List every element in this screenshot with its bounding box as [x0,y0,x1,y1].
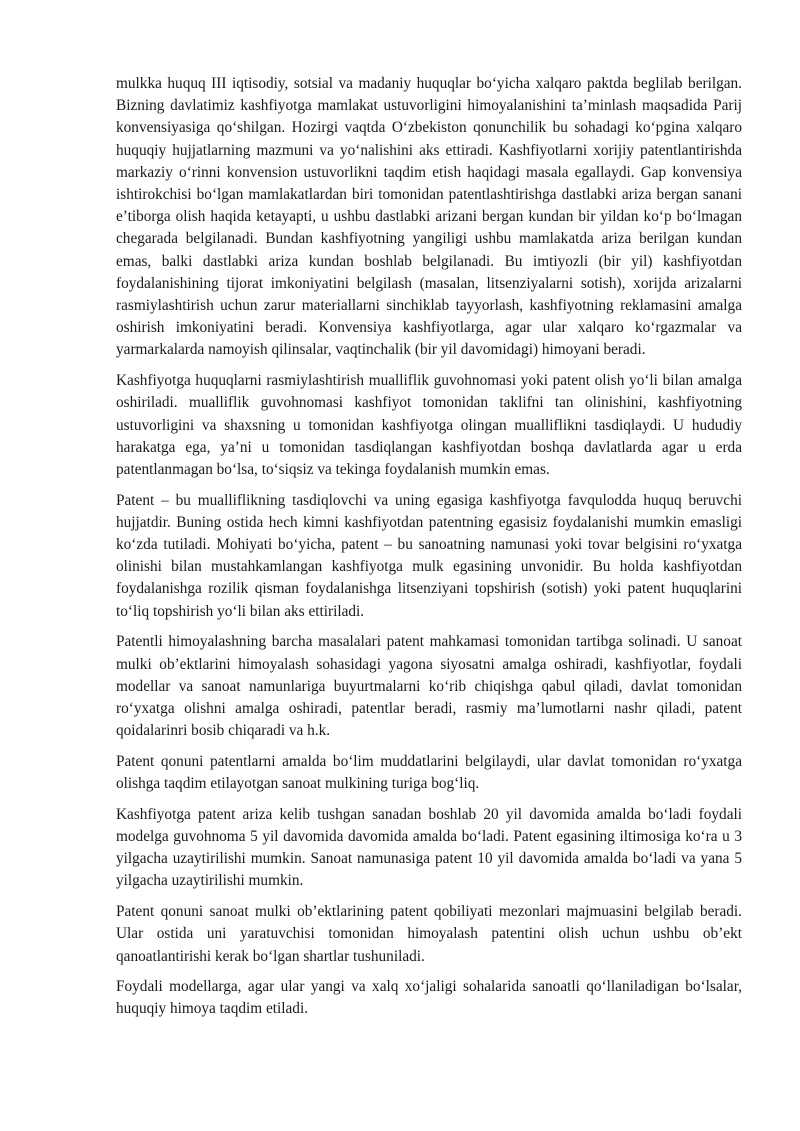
paragraph-4: Patentli himoyalashning barcha masalalari patent mahkamasi tomonidan tartibga solinadi. U sanoat mulki ob’ektlarini himoyalash sohasidagi yagona siyosatni amalga oshiradi, kashfiyotlar, foydali modellar va sanoat namunlariga buyurtmalarni ko‘rib chiqishga qabul qiladi, davlat tomonidan ro‘yxatga olishni amalga oshiradi, patentlar beradi, rasmiy ma’lumotlarni nashr qiladi, patent qoidalarinri bosib chiqaradi va h.k. [116,633,742,740]
paragraph-1: mulkka huquq III iqtisodiy, sotsial va madaniy huquqlar bo‘yicha xalqaro paktda beglilab berilgan. Bizning davlatimiz kashfiyotga mamlakat ustuvorligini himoyalanishini ta’minlash maqsadida Parij konvensiyasiga qo‘shilgan. Hozirgi vaqtda O‘zbekiston qonunchilik bu sohadagi ko‘pgina xalqaro huquqiy hujjatlarning mazmuni va yo‘nalishini aks ettiradi. Kashfiyotlarni xorijiy patentlantirishda markaziy o‘rinni konvension ustuvorlikni taqdim etish haqidagi masala egallaydi. Gap konvensiya ishtirokchisi bo‘lgan mamlakatlardan biri tomonidan patentlashtirishga dastlabki ariza bergan sanani e’tiborga olish haqida ketayapti, u ushbu dastlabki arizani bergan kundan bir yildan ko‘p bo‘lmagan chegarada belgilanadi. Bundan kashfiyotning yangiligi ushbu mamlakatda ariza berilgan kundan emas, balki dastlabki ariza kundan boshlab belgilanadi. Bu imtiyozli (bir yil) kashfiyotdan foydalanishining tijorat imkoniyatini belgilash (masalan, litsenziyalarni sotish), xorijda arizalarni rasmiylashtirish uchun zarur materiallarni sinchiklab tayyorlash, kashfiyotning reklamasini amalga oshirish imkoniyatini beradi. Konvensiya kashfiyotlarga, agar ular xalqaro ko‘rgazmalar va yarmarkalarda namoyish qilinsalar, vaqtinchalik (bir yil davomidagi) himoyani beradi. [116,75,742,359]
paragraph-8: Foydali modellarga, agar ular yangi va xalq xo‘jaligi sohalarida sanoatli qo‘llaniladigan bo‘lsalar, huquqiy himoya taqdim etiladi. [116,978,742,1018]
paragraph-3: Patent – bu mualliflikning tasdiqlovchi va uning egasiga kashfiyotga favqulodda huquq beruvchi hujjatdir. Buning ostida hech kimni kashfiyotdan patentning egasisiz foydalanishi mumkin emasligi ko‘zda tutiladi. Mohiyati bo‘yicha, patent – bu sanoatning namunasi yoki tovar belgisini ro‘yxatga olinishi bilan mustahkamlangan kashfiyotga mulk egasining unvonidir. Bu holda kashfiyotdan foydalanishga rozilik qisman foydalanishga litsenziyani topshirish (sotish) yoki patent huquqlarini to‘liq topshirish yo‘li bilan aks ettiriladi. [116,491,742,620]
document-page [116,73,742,1029]
paragraph-2: Kashfiyotga huquqlarni rasmiylashtirish mualliflik guvohnomasi yoki patent olish yo‘li bilan amalga oshiriladi. mualliflik guvohnomasi kashfiyot tomonidan taklifni tan olinishini, kashfiyotning ustuvorligini va shaxsning u tomonidan kashfiyotga olingan mualliflikni tasdiqlaydi. U hududiy harakatga ega, ya’ni u tomonidan tasdiqlangan kashfiyotdan boshqa davlatlarda agar u erda patentlanmagan bo‘lsa, to‘siqsiz va tekinga foydalanish mumkin emas. [116,372,742,478]
paragraph-6: Kashfiyotga patent ariza kelib tushgan sanadan boshlab 20 yil davomida amalda bo‘ladi foydali modelga guvohnoma 5 yil davomida davomida amalda bo‘ladi. Patent egasining iltimosiga ko‘ra u 3 yilgacha uzaytirilishi mumkin. Sanoat namunasiga patent 10 yil davomida amalda bo‘ladi va yana 5 yilgacha uzaytirilishi mumkin. [116,805,742,890]
paragraph-7: Patent qonuni sanoat mulki ob’ektlarining patent qobiliyati mezonlari majmuasini belgilab beradi. Ular ostida uni yaratuvchisi tomonidan himoyalash patentini olish uchun ushbu ob’ekt qanoatlantirishi kerak bo‘lgan shartlar tushuniladi. [116,903,742,965]
paragraph-5: Patent qonuni patentlarni amalda bo‘lim muddatlarini belgilaydi, ular davlat tomonidan ro‘yxatga olishga taqdim etilayotgan sanoat mulkining turiga bog‘liq. [116,752,742,793]
